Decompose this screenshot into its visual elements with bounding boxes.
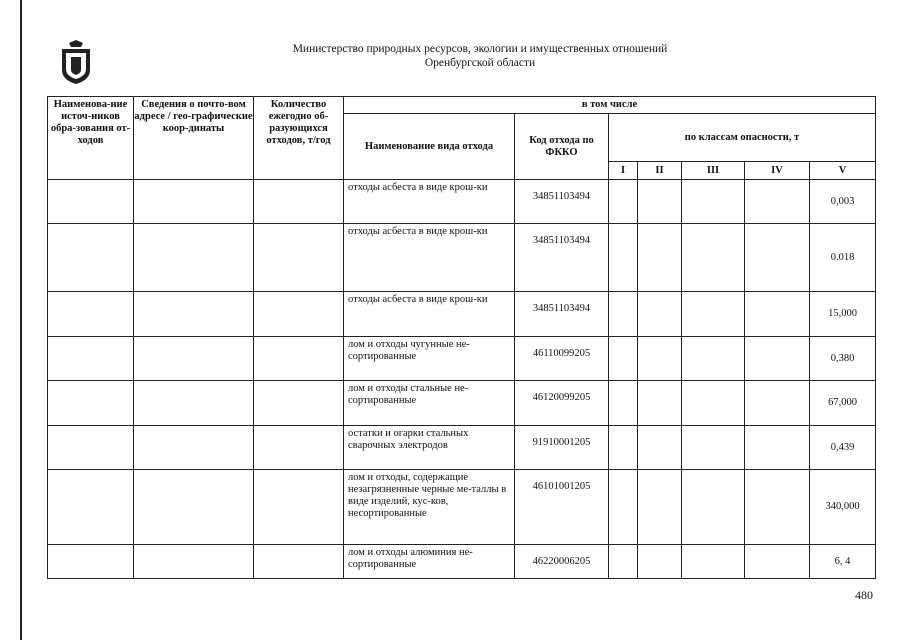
table-row: [48, 180, 876, 224]
header-source-name: Наименова-ние источ-ников обра-зования от-ходов: [48, 97, 134, 180]
class-5-cell: 67,000: [810, 381, 876, 426]
waste-name-cell: лом и отходы чугунные не-сортированные: [344, 337, 515, 381]
table-row: [48, 224, 876, 292]
waste-name-cell: отходы асбеста в виде крош-ки: [344, 180, 515, 224]
fkko-code-cell: 46101001205: [515, 470, 609, 545]
header-class-3: III: [682, 162, 745, 180]
header-class-4: IV: [745, 162, 810, 180]
fkko-code-cell: 46120099205: [515, 381, 609, 426]
header-fkko-code: Код отхода по ФККО: [515, 114, 609, 180]
header-waste-name: Наименование вида отхода: [344, 114, 515, 180]
waste-name-cell: остатки и огарки стальных сварочных электродов: [344, 426, 515, 470]
class-5-cell: 6, 4: [810, 545, 876, 579]
table-row: [48, 426, 876, 470]
table-row: [48, 337, 876, 381]
waste-name-cell: лом и отходы, содержащие незагрязненные черные ме-таллы в виде изделий, кус-ков, несортированные: [344, 470, 515, 545]
margin-line: [20, 0, 22, 640]
class-5-cell: 0.018: [810, 224, 876, 292]
table-row: [48, 470, 876, 545]
class-5-cell: 15,000: [810, 292, 876, 337]
class-5-cell: 340,000: [810, 470, 876, 545]
waste-table: [47, 96, 876, 579]
table-row: [48, 545, 876, 579]
fkko-code-cell: 46220006205: [515, 545, 609, 579]
class-5-cell: 0,439: [810, 426, 876, 470]
header-address: Сведения о почто-вом адресе / гео-графические коор-динаты: [134, 97, 254, 180]
ministry-line-1: Министерство природных ресурсов, экологии и имущественных отношений: [292, 43, 668, 55]
page-number: 480: [855, 588, 873, 602]
waste-name-cell: лом и отходы алюминия не-сортированные: [344, 545, 515, 579]
fkko-code-cell: 46110099205: [515, 337, 609, 381]
table-row: [48, 292, 876, 337]
fkko-code-cell: 91910001205: [515, 426, 609, 470]
header-class-2: II: [638, 162, 682, 180]
ministry-header: [230, 42, 730, 70]
waste-name-cell: отходы асбеста в виде крош-ки: [344, 224, 515, 292]
header-class-1: I: [609, 162, 638, 180]
fkko-code-cell: 34851103494: [515, 292, 609, 337]
header-class-5: V: [810, 162, 876, 180]
ministry-line-2: Оренбургской области: [424, 57, 536, 69]
class-5-cell: 0,003: [810, 180, 876, 224]
fkko-code-cell: 34851103494: [515, 180, 609, 224]
waste-name-cell: отходы асбеста в виде крош-ки: [344, 292, 515, 337]
fkko-code-cell: 34851103494: [515, 224, 609, 292]
class-5-cell: 0,380: [810, 337, 876, 381]
header-quantity: Количество ежегодно об-разующихся отходов, т/год: [254, 97, 344, 180]
waste-name-cell: лом и отходы стальные не-сортированные: [344, 381, 515, 426]
table-row: [48, 381, 876, 426]
header-including: в том числе: [344, 97, 876, 114]
header-hazard-classes: по классам опасности, т: [609, 114, 876, 162]
coat-of-arms-icon: [60, 40, 92, 84]
